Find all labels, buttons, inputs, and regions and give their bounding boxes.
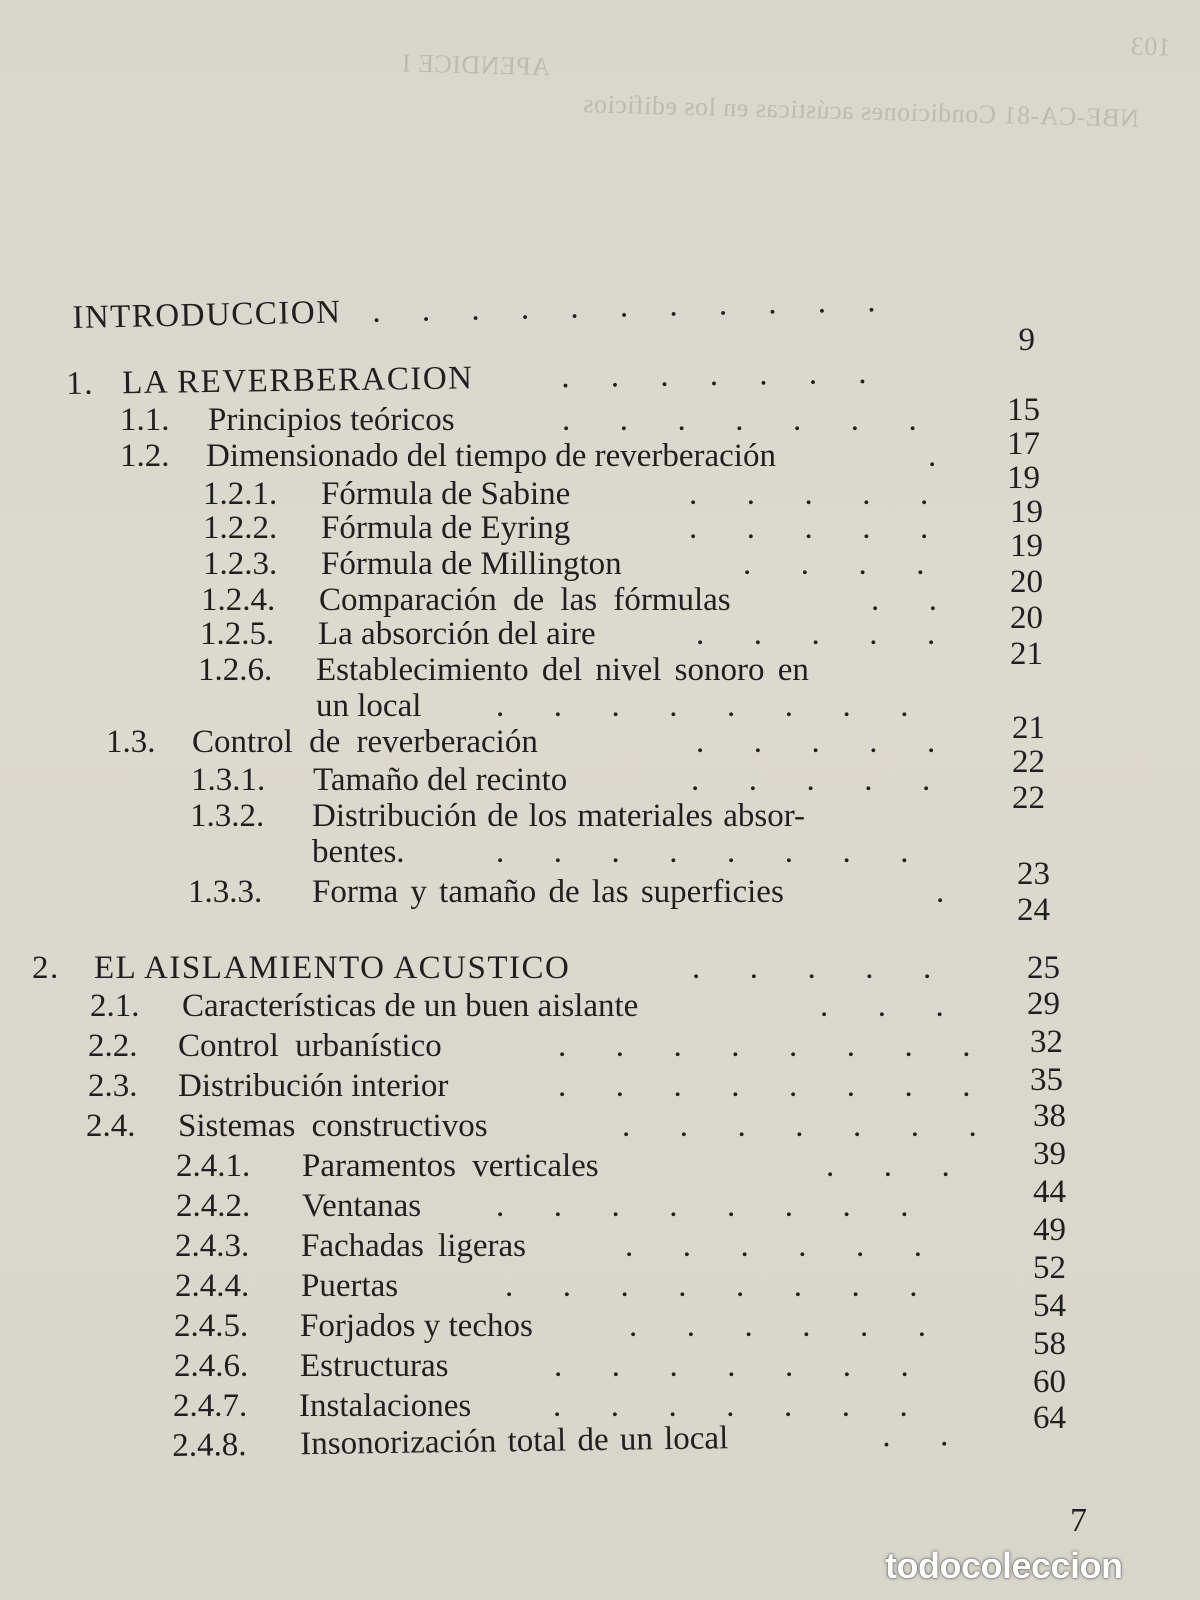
toc-page-number: 15 [1007, 392, 1040, 428]
leader-dots: . . . . . . . . [496, 688, 909, 724]
leader-dots: . . . . . . . . [496, 1188, 909, 1224]
toc-entry-number: 1. [66, 365, 95, 402]
toc-entry-title: Fórmula de Eyring [321, 510, 571, 546]
leader-dots: . . . . . . . [554, 1348, 909, 1384]
toc-entry-title: Forjados y techos [300, 1308, 533, 1344]
toc-entry-title: Ventanas [302, 1188, 422, 1224]
toc-entry-title: Puertas [301, 1268, 399, 1304]
leader-dots: . . . . . . . [560, 354, 867, 396]
toc-page-number: 9 [1018, 322, 1035, 358]
toc-entry-number: 1.1. [120, 402, 170, 438]
toc-entry-title: EL AISLAMIENTO ACUSTICO [94, 950, 571, 986]
toc-entry-title: Dimensionado del tiempo de reverberación [206, 438, 776, 474]
page-number: 7 [1070, 1502, 1087, 1539]
toc-entry-title: Distribución de los materiales absor- [312, 798, 806, 834]
leader-dots: . . . . . . . . [505, 1268, 918, 1304]
toc-entry-title: Control de reverberación [192, 724, 538, 760]
leader-dots: . . . . . . . [562, 402, 917, 438]
toc-entry-title: Fórmula de Sabine [321, 476, 571, 512]
toc-entry-title-continuation: bentes. [312, 834, 405, 870]
toc-entry-number: 1.2.1. [203, 476, 278, 512]
toc-entry-title: Paramentos verticales [302, 1148, 599, 1184]
toc-page-number: 29 [1027, 986, 1060, 1022]
leader-dots: . . . . . . . [553, 1388, 908, 1424]
toc-entry-number: 1.2.6. [198, 652, 273, 688]
toc-page-number: 44 [1033, 1174, 1066, 1210]
toc-entry-title: INTRODUCCION [72, 294, 342, 336]
toc-page-number: 39 [1033, 1136, 1066, 1172]
toc-entry-title: Fachadas ligeras [301, 1228, 526, 1264]
leader-dots: . . . . . [692, 950, 932, 986]
toc-page-number: 32 [1030, 1024, 1063, 1060]
toc-entry-number: 1.3.1. [191, 762, 266, 798]
leader-dots: . . . . . . . [622, 1108, 977, 1144]
leader-dots: . . . [820, 988, 944, 1024]
toc-page-number: 19 [1010, 494, 1043, 530]
toc-page-number: 38 [1033, 1098, 1066, 1134]
toc-entry-chapter-1 [66, 354, 867, 406]
bleed-line: APENDICE I [401, 48, 551, 82]
toc-entry-number: 2.4.7. [173, 1388, 248, 1424]
toc-entry-number: 2.4.8. [172, 1426, 247, 1464]
toc-page-number: 64 [1033, 1400, 1066, 1436]
leader-dots: . . . . . . [629, 1308, 926, 1344]
toc-entry-title: Tamaño del recinto [313, 762, 568, 798]
toc-entry-title: Distribución interior [178, 1068, 449, 1104]
leader-dots: . . . . . . . . . . . [371, 283, 876, 330]
toc-entry-number: 2.4.4. [175, 1268, 250, 1304]
toc-entry-number: 2. [32, 950, 60, 986]
toc-entry-title: Establecimiento del nivel sonoro en [316, 652, 809, 688]
toc-entry-number: 2.1. [90, 988, 140, 1024]
bleed-line: 103 [1129, 31, 1172, 62]
toc-entry-title: La absorción del aire [318, 616, 596, 652]
toc-page-number: 35 [1030, 1062, 1063, 1098]
toc-page-number: 49 [1033, 1212, 1066, 1248]
toc-entry-number: 2.4.1. [176, 1148, 251, 1184]
toc-entry-number: 1.2.4. [201, 582, 276, 618]
toc-entry-number: 2.4.2. [176, 1188, 251, 1224]
leader-dots: . . . . [743, 546, 925, 582]
toc-entry-number: 1.3. [106, 724, 156, 760]
toc-entry-title: Características de un buen aislante [182, 988, 639, 1024]
leader-dots: . . . . . . . . [558, 1068, 971, 1104]
leader-dots: . . . . . [696, 724, 936, 760]
toc-page-number: 20 [1010, 564, 1043, 600]
watermark-logo: todocoleccion [885, 1545, 1123, 1586]
toc-entry-title: Sistemas constructivos [178, 1108, 488, 1144]
toc-page-number: 58 [1033, 1326, 1066, 1362]
toc-page-number: 52 [1033, 1250, 1066, 1286]
toc-entry-title: Comparación de las fórmulas [319, 582, 731, 618]
toc-page-number: 21 [1010, 636, 1043, 672]
toc-entry-title: Instalaciones [299, 1388, 472, 1424]
toc-entry-2-4-8 [172, 1417, 949, 1468]
leader-dots: . . . . . . [625, 1228, 922, 1264]
toc-entry-title: Control urbanístico [178, 1028, 442, 1064]
toc-page-number: 22 [1012, 780, 1045, 816]
leader-dots: . [928, 438, 937, 474]
bleed-line: NBE-CA-81 Condiciones acústicas en los edificios [582, 89, 1140, 133]
toc-entry-number: 1.2.5. [200, 616, 275, 652]
toc-entry-number: 1.2.3. [203, 546, 278, 582]
toc-entry-number: 2.4. [86, 1108, 136, 1144]
toc-page-number: 20 [1010, 600, 1043, 636]
toc-page-number: 60 [1033, 1364, 1066, 1400]
toc-entry-title: Fórmula de Millington [321, 546, 622, 582]
leader-dots: . [936, 874, 945, 910]
toc-page-number: 23 [1017, 856, 1050, 892]
leader-dots: . . [881, 1417, 949, 1455]
leader-dots: . . . . . [689, 476, 929, 512]
toc-entry-number: 2.2. [88, 1028, 138, 1064]
toc-entry-title: LA REVERBERACION [121, 360, 474, 402]
leader-dots: . . . . . [689, 510, 929, 546]
toc-entry-number: 2.3. [88, 1068, 138, 1104]
toc-entry-title-continuation: un local [316, 688, 422, 724]
toc-entry-number: 2.4.6. [174, 1348, 249, 1384]
toc-entry-title: Estructuras [300, 1348, 449, 1384]
toc-page-number: 21 [1012, 710, 1045, 746]
toc-page-number: 22 [1012, 744, 1045, 780]
leader-dots: . . . . . [696, 616, 936, 652]
leader-dots: . . . . . . . . [496, 834, 909, 870]
leader-dots: . . . . . . . . [558, 1028, 971, 1064]
toc-entry-number: 2.4.5. [174, 1308, 249, 1344]
leader-dots: . . . [826, 1148, 950, 1184]
toc-entry-title: Insonorización total de un local [299, 1420, 729, 1463]
toc-page-number: 25 [1027, 950, 1060, 986]
toc-entry-title: Forma y tamaño de las superficies [312, 874, 784, 910]
leader-dots: . . [871, 582, 937, 618]
toc-entry-introduccion [72, 283, 876, 340]
toc-entry-number: 1.2. [120, 438, 170, 474]
toc-entry-number: 1.3.2. [190, 798, 265, 834]
toc-entry-number: 1.2.2. [203, 510, 278, 546]
toc-page-number: 24 [1017, 892, 1050, 928]
toc-entry-number: 2.4.3. [175, 1228, 250, 1264]
toc-page-number: 19 [1007, 460, 1040, 496]
toc-entry-number: 1.3.3. [188, 874, 263, 910]
toc-page-number: 19 [1010, 528, 1043, 564]
leader-dots: . . . . . [691, 762, 931, 798]
toc-entry-title: Principios teóricos [208, 402, 455, 438]
toc-page-number: 54 [1033, 1288, 1066, 1324]
toc-page-number: 17 [1007, 426, 1040, 462]
